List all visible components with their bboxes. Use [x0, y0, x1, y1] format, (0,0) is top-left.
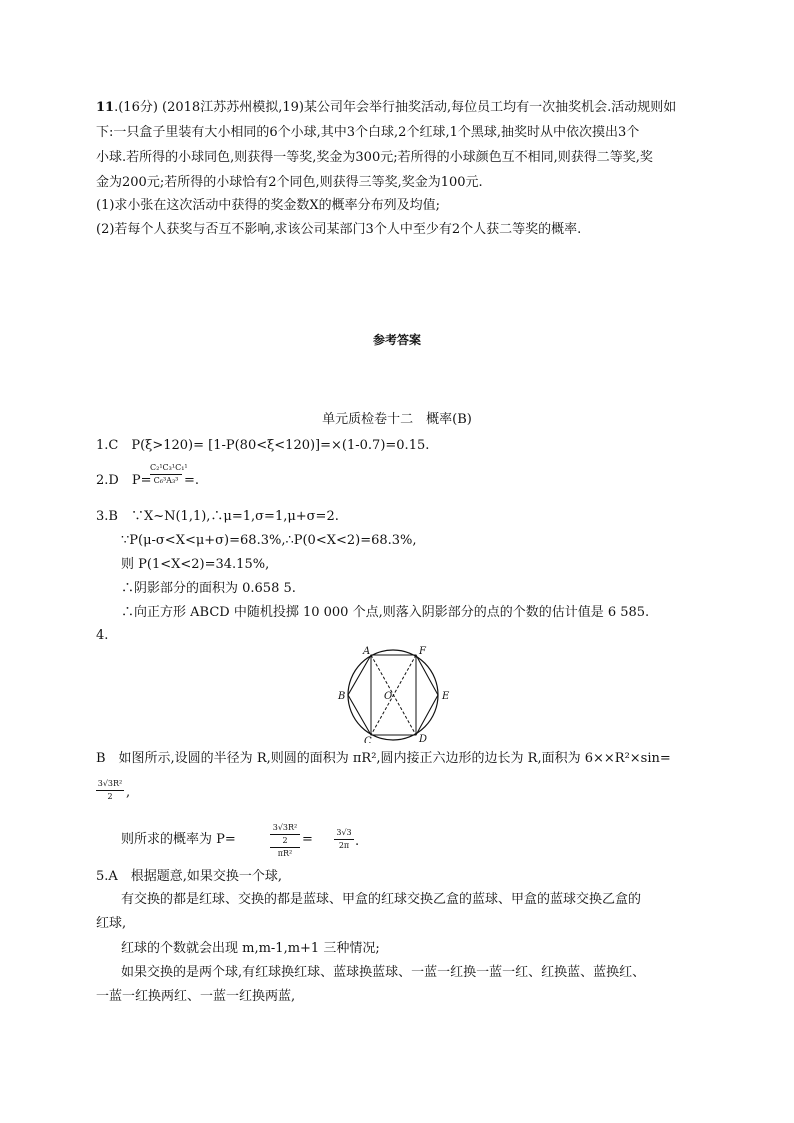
label-C: C	[364, 736, 372, 743]
question-line-1: 11.(16分) (2018江苏苏州模拟,19)某公司年会举行抽奖活动,每位员工均有一次抽奖机会.活动规则如	[96, 100, 677, 115]
answer-4-equals: =	[302, 832, 313, 847]
answer-5-line-4: 红球的个数就会出现 m,m-1,m+1 三种情况;	[121, 941, 380, 956]
answer-4-fraction-2: 3√3R² 2 πR²	[270, 823, 300, 859]
answer-3-line-1: 3.B ∵X~N(1,1),∴μ=1,σ=1,μ+σ=2.	[96, 509, 339, 524]
answer-3-line-5: ∴向正方形 ABCD 中随机投掷 10 000 个点,则落入阴影部分的点的个数的估计值是 6 585.	[121, 605, 650, 620]
label-E: E	[442, 691, 450, 702]
answer-4-period: .	[355, 834, 360, 849]
question-line-3: 小球.若所得的小球同色,则获得一等奖,奖金为300元;若所得的小球颜色互不相同,则获得二等奖,奖	[96, 150, 653, 165]
answer-2-tail: =.	[184, 473, 200, 488]
answer-4-number: 4.	[96, 628, 109, 643]
hexagon-circle-diagram	[337, 643, 457, 743]
answer-4-fraction-3: 3√3 2π	[334, 828, 354, 851]
answer-3-line-2: ∵P(μ-σ<X<μ+σ)=68.3%,∴P(0<X<2)=68.3%,	[121, 533, 417, 548]
answers-title: 参考答案	[372, 333, 421, 347]
answer-5-line-6: 一蓝一红换两红、一蓝一红换两蓝,	[96, 989, 296, 1004]
answer-2-fraction: C₂¹C₃¹C₁¹ C₆³A₃³	[150, 463, 188, 485]
answer-5-line-5: 如果交换的是两个球,有红球换红球、蓝球换蓝球、一蓝一红换一蓝一红、红换蓝、蓝换红、	[121, 965, 646, 980]
question-number: 11	[96, 100, 115, 115]
answer-5-line-1: 5.A 根据题意,如果交换一个球,	[96, 869, 283, 884]
label-A: A	[363, 646, 371, 657]
question-line-4: 金为200元;若所得的小球恰有2个同色,则获得三等奖,奖金为100元.	[96, 175, 483, 190]
label-F: F	[419, 646, 426, 657]
answer-5-line-2: 有交换的都是红球、交换的都是蓝球、甲盒的红球交换乙盒的蓝球、甲盒的蓝球交换乙盒的	[121, 892, 642, 907]
unit-title: 单元质检卷十二 概率(B)	[322, 412, 472, 427]
answer-1: 1.C P(ξ>120)= [1-P(80<ξ<120)]=×(1-0.7)=0.15.	[96, 438, 430, 453]
answer-3-line-3: 则 P(1<X<2)=34.15%,	[121, 557, 270, 572]
answer-4-prob-label: 则所求的概率为 P=	[121, 832, 236, 847]
answer-2-label: 2.D P=	[96, 473, 152, 488]
question-part-2: (2)若每个人获奖与否互不影响,求该公司某部门3个人中至少有2个人获二等奖的概率.	[96, 222, 582, 237]
answer-4-text: B 如图所示,设圆的半径为 R,则圆的面积为 πR²,圆内接正六边形的边长为 R,面积为 6××R²×sin=	[96, 751, 671, 766]
question-line-2: 下:一只盒子里装有大小相同的6个小球,其中3个白球,2个红球,1个黑球,抽奖时从中依次摸出3个	[96, 125, 640, 140]
answer-5-line-3: 红球,	[96, 916, 127, 931]
answer-4-fraction-1: 3√3R² 2	[97, 779, 123, 801]
label-D: D	[419, 734, 428, 743]
label-B: B	[338, 691, 346, 702]
answer-3-line-4: ∴阴影部分的面积为 0.658 5.	[121, 581, 296, 596]
answer-4-comma: ,	[126, 785, 131, 800]
label-O: O	[384, 691, 393, 702]
question-part-1: (1)求小张在这次活动中获得的奖金数X的概率分布列及均值;	[96, 198, 441, 213]
